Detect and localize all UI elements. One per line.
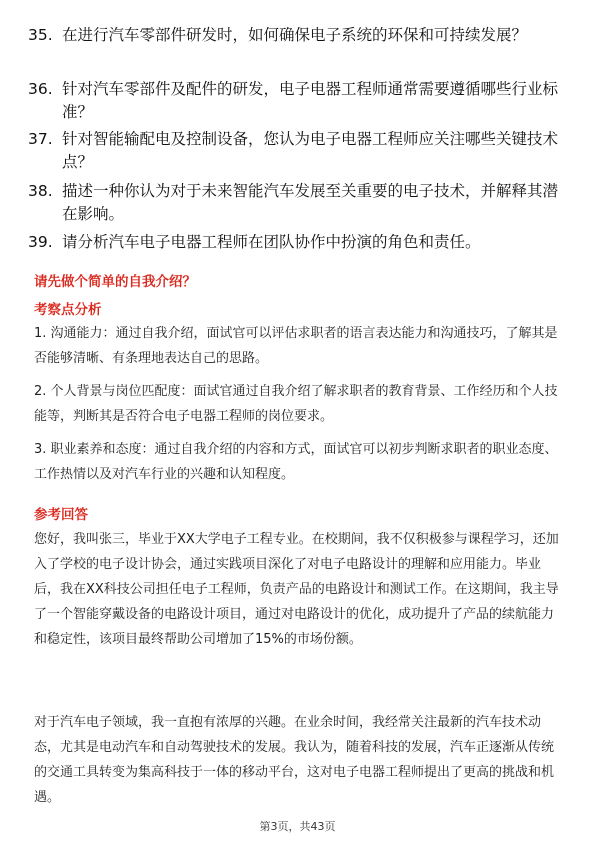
page-footer: 第3页，共43页 xyxy=(259,820,336,833)
question-text: 请分析汽车电子电器工程师在团队协作中扮演的角色和责任。 xyxy=(62,233,481,251)
question-number: 36. xyxy=(28,80,53,98)
analysis-point-3: 3. 职业素养和态度：通过自我介绍的内容和方式，面试官可以初步判断求职者的职业态度、工作热情以及对汽车行业的兴趣和认知程度。 xyxy=(34,442,558,482)
question-number: 38. xyxy=(28,182,53,200)
question-number: 35. xyxy=(28,26,53,44)
question-39 xyxy=(28,231,558,254)
question-number: 39. xyxy=(28,233,53,251)
answer-paragraph-1: 您好，我叫张三，毕业于XX大学电子工程专业。在校期间，我不仅积极参与课程学习，还加入了学校的电子设计协会，通过实践项目深化了对电子电路设计的理解和应用能力。毕业后，我在XX科技公司担任电子工程师，负责产品的电路设计和测试工作。在这期间，我主导了一个智能穿戴设备的电路设计项目，通过对电路设计的优化，成功提升了产品的续航能力和稳定性，该项目最终帮助公司增加了15%的市场份额。 xyxy=(34,532,559,647)
question-35 xyxy=(28,24,558,47)
interview-question-title: 请先做个简单的自我介绍？ xyxy=(34,274,196,290)
question-text: 描述一种你认为对于未来智能汽车发展至关重要的电子技术，并解释其潜在影响。 xyxy=(62,182,559,223)
question-38 xyxy=(28,180,558,226)
question-text: 针对智能输配电及控制设备，您认为电子电器工程师应关注哪些关键技术点？ xyxy=(62,130,559,171)
question-36 xyxy=(28,78,558,124)
question-text: 针对汽车零部件及配件的研发，电子电器工程师通常需要遵循哪些行业标准？ xyxy=(62,80,559,121)
question-text: 在进行汽车零部件研发时，如何确保电子系统的环保和可持续发展？ xyxy=(62,26,528,44)
question-37 xyxy=(28,128,558,174)
analysis-heading: 考察点分析 xyxy=(34,302,102,318)
question-number: 37. xyxy=(28,130,53,148)
answer-paragraph-2: 对于汽车电子领域，我一直抱有浓厚的兴趣。在业余时间，我经常关注最新的汽车技术动态，尤其是电动汽车和自动驾驶技术的发展。我认为，随着科技的发展，汽车正逐渐从传统的交通工具转变为集高科技于一体的移动平台，这对电子电器工程师提出了更高的挑战和机遇。 xyxy=(34,715,555,805)
analysis-point-1: 1. 沟通能力：通过自我介绍，面试官可以评估求职者的语言表达能力和沟通技巧，了解其是否能够清晰、有条理地表达自己的思路。 xyxy=(34,326,558,366)
answer-heading: 参考回答 xyxy=(34,507,88,523)
analysis-point-2: 2. 个人背景与岗位匹配度：面试官通过自我介绍了解求职者的教育背景、工作经历和个人技能等，判断其是否符合电子电器工程师的岗位要求。 xyxy=(34,384,558,424)
